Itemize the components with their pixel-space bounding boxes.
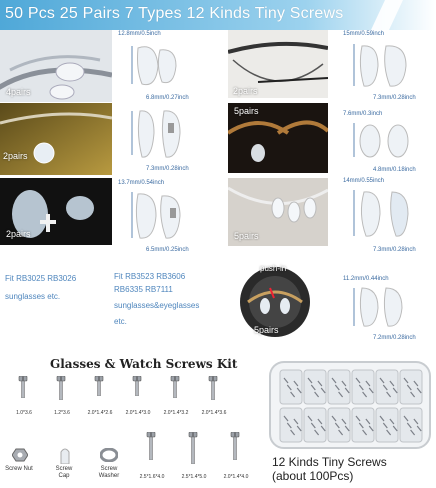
dimension-label: 6.5mm/0.25inch xyxy=(146,247,189,253)
pairs-label: 5pairs xyxy=(254,325,279,335)
box-compartment xyxy=(400,408,422,442)
screw-size-label: 2.0*1.4*4.0 xyxy=(223,474,249,480)
part-label: Screw Nut xyxy=(5,466,33,472)
part-label: Screw Washer xyxy=(98,466,120,479)
box-compartment xyxy=(328,370,350,404)
pairs-label: 2pairs xyxy=(3,151,28,161)
nose-pad-image xyxy=(128,40,180,92)
screw-size-label: 2.0*1.4*3.0 xyxy=(125,410,151,416)
screw-image xyxy=(132,376,142,401)
photo-tortoise-5pairs xyxy=(228,103,328,173)
screw-washer-image xyxy=(100,448,118,462)
dimension-label: 7.2mm/0.28inch xyxy=(373,335,416,341)
box-compartment xyxy=(328,408,350,442)
photo-frame-2pairs xyxy=(228,30,328,98)
fit-line: etc. xyxy=(114,317,127,326)
part-label: Screw Cap xyxy=(55,466,73,479)
screw-image xyxy=(230,432,240,465)
dimension-label: 4.8mm/0.18inch xyxy=(373,167,416,173)
box-caption-line: 12 Kinds Tiny Screws xyxy=(272,455,387,469)
fit-line: Fit RB3523 RB3606 xyxy=(114,272,186,281)
fit-line: RB6335 RB7111 xyxy=(114,285,173,294)
pairs-label: 2pairs xyxy=(6,229,31,239)
nose-pad-image xyxy=(128,188,188,244)
dimension-label: 12.8mm/0.5inch xyxy=(118,31,161,37)
dimension-label: 15mm/0.59inch xyxy=(343,31,385,37)
fit-text-right xyxy=(114,270,199,328)
fit-line: Fit RB3025 RB3026 xyxy=(5,274,77,283)
dimension-label: 7.6mm/0.3inch xyxy=(343,111,383,117)
nose-pad-image xyxy=(128,105,188,163)
box-compartment xyxy=(400,370,422,404)
pairs-label: 2pairs xyxy=(233,86,258,96)
pairs-label: 4pairs xyxy=(6,87,31,97)
box-compartment xyxy=(280,370,302,404)
box-compartment xyxy=(304,370,326,404)
fit-line: sunglasses&eyeglasses xyxy=(114,301,200,310)
box-compartment xyxy=(376,370,398,404)
box-compartment xyxy=(352,370,374,404)
nose-pad-image xyxy=(350,40,412,92)
screw-size-label: 1.0*3.6 xyxy=(16,410,32,416)
photo-pads-5pairs xyxy=(228,178,328,246)
dimension-label: 13.7mm/0.54inch xyxy=(118,180,165,186)
dimension-label: 11.2mm/0.44inch xyxy=(343,276,389,282)
pairs-label: 5pairs xyxy=(234,231,259,241)
screw-image xyxy=(170,376,180,403)
screw-nut-image xyxy=(12,448,28,462)
dimension-label: 7.3mm/0.28inch xyxy=(146,166,189,172)
box-caption-line: (about 100Pcs) xyxy=(272,469,354,483)
box-compartment xyxy=(304,408,326,442)
kit-title: Glasses & Watch Screws Kit xyxy=(50,357,238,371)
banner-title: 50 Pcs 25 Pairs 7 Types 12 Kinds Tiny Screws xyxy=(5,5,344,22)
screw-image xyxy=(56,376,66,405)
box-compartment xyxy=(376,408,398,442)
fit-line: sunglasses etc. xyxy=(5,292,61,301)
dimension-label: 14mm/0.55inch xyxy=(343,178,385,184)
dimension-label: 6.8mm/0.27inch xyxy=(146,95,189,101)
screw-cap-image xyxy=(59,446,71,464)
screw-size-label: 2.0*1.4*2.6 xyxy=(87,410,113,416)
screw-image xyxy=(146,432,156,465)
screw-image xyxy=(94,376,104,401)
box-caption xyxy=(272,455,387,483)
box-compartment xyxy=(280,408,302,442)
fit-text-left xyxy=(5,272,76,303)
screw-storage-box-image xyxy=(268,360,432,450)
screw-image xyxy=(208,376,218,405)
screw-size-label: 2.0*1.4*3.6 xyxy=(201,410,227,416)
pairs-label: 5pairs xyxy=(234,106,259,116)
dimension-label: 7.3mm/0.28inch xyxy=(373,95,416,101)
photo-pushin-5pairs xyxy=(230,262,320,338)
nose-pad-image xyxy=(350,186,414,242)
nose-pad-image xyxy=(350,284,412,332)
photo-pad-2pairs xyxy=(0,178,112,245)
screw-size-label: 1.2*3.6 xyxy=(54,410,70,416)
push-in-label: push-in xyxy=(260,264,287,273)
photo-aviator-2pairs xyxy=(0,103,112,175)
screw-image xyxy=(18,376,28,403)
nose-pad-image xyxy=(350,119,412,163)
screw-size-label: 2.5*1.6*4.0 xyxy=(139,474,165,480)
screw-size-label: 2.5*1.4*5.0 xyxy=(181,474,207,480)
box-compartment xyxy=(352,408,374,442)
dimension-label: 7.3mm/0.28inch xyxy=(373,247,416,253)
screw-image xyxy=(188,432,198,469)
screw-size-label: 2.0*1.4*3.2 xyxy=(163,410,189,416)
photo-glasses-4pairs xyxy=(0,30,112,102)
title-banner xyxy=(0,0,436,30)
